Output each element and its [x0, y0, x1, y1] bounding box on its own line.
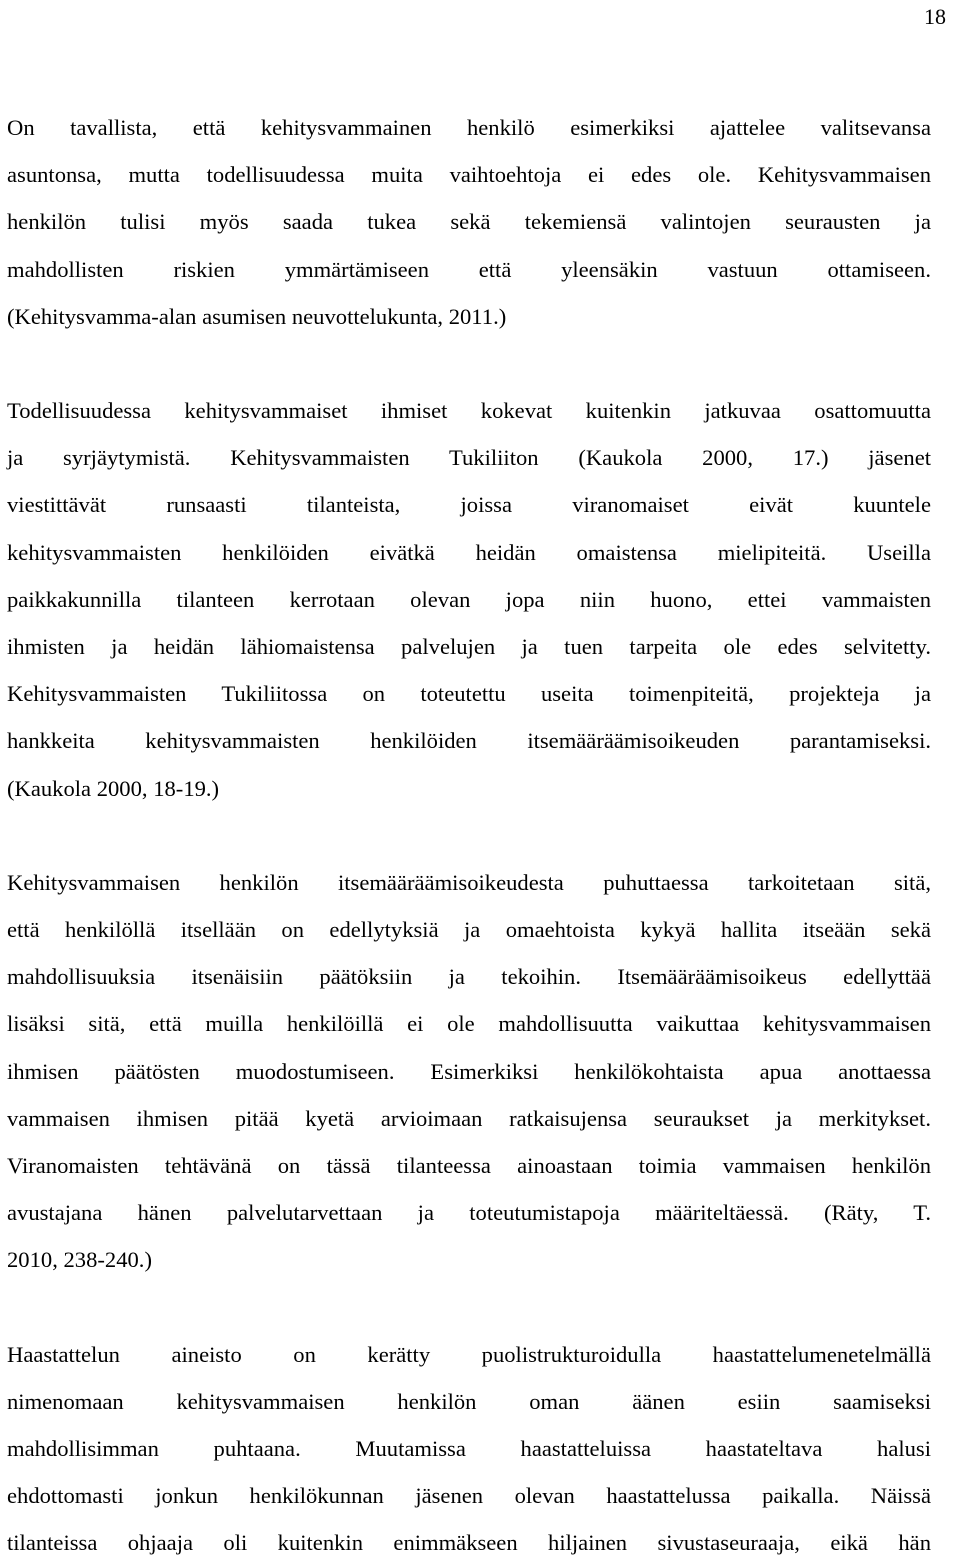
paragraph-gap [7, 812, 931, 859]
text-line: vammaisen ihmisen pitää kyetä arvioimaan ratkaisujensa seuraukset ja merkitykset. [7, 1105, 931, 1131]
text-line: Todellisuudessa kehitysvammaiset ihmiset kokevat kuitenkin jatkuvaa osattomuutta [7, 398, 931, 424]
text-line: ja syrjäytymistä. Kehitysvammaisten Tukiliiton (Kaukola 2000, 17.) jäsenet [7, 445, 931, 471]
text-line: paikkakunnilla tilanteen kerrotaan olevan jopa niin huono, ettei vammaisten [7, 586, 931, 612]
text-line: henkilön tulisi myös saada tukea sekä tekemiensä valintojen seurausten ja [7, 209, 931, 235]
text-line: Kehitysvammaisen henkilön itsemääräämisoikeudesta puhuttaessa tarkoitetaan sitä, [7, 869, 931, 895]
text-line: hankkeita kehitysvammaisten henkilöiden itsemääräämisoikeuden parantamiseksi. [7, 728, 931, 754]
text-line: On tavallista, että kehitysvammainen henkilö esimerkiksi ajattelee valitsevansa [7, 115, 931, 140]
paragraph-gap [7, 1284, 931, 1331]
text-line: mahdollisimman puhtaana. Muutamissa haastatteluissa haastateltava halusi [7, 1436, 931, 1462]
text-line: mahdollisten riskien ymmärtämiseen että yleensäkin vastuun ottamiseen. [7, 256, 931, 282]
text-line: nimenomaan kehitysvammaisen henkilön oman äänen esiin saamiseksi [7, 1388, 931, 1414]
text-line: kehitysvammaisten henkilöiden eivätkä heidän omaistensa mielipiteitä. Useilla [7, 539, 931, 565]
document-body [7, 104, 931, 1567]
text-line: ehdottomasti jonkun henkilökunnan jäsenen olevan haastattelussa paikalla. Näissä [7, 1483, 931, 1509]
text-line: viestittävät runsaasti tilanteista, joissa viranomaiset eivät kuuntele [7, 492, 931, 518]
text-line: avustajana hänen palvelutarvettaan ja toteutumistapoja määriteltäessä. (Räty, T. [7, 1200, 931, 1226]
text-line: lisäksi sitä, että muilla henkilöillä ei ole mahdollisuutta vaikuttaa kehitysvammaisen [7, 1011, 931, 1037]
text-line: Viranomaisten tehtävänä on tässä tilanteessa ainoastaan toimia vammaisen henkilön [7, 1153, 931, 1179]
page-number: 18 [924, 4, 946, 29]
text-line: 2010, 238-240.) [7, 1247, 152, 1273]
text-line: että henkilöllä itsellään on edellytyksiä ja omaehtoista kykyä hallita itseään sekä [7, 917, 931, 943]
paragraph-gap [7, 340, 931, 387]
text-line: mahdollisuuksia itsenäisiin päätöksiin ja tekoihin. Itsemääräämisoikeus edellyttää [7, 964, 931, 990]
text-line: (Kaukola 2000, 18-19.) [7, 775, 220, 801]
text-line: asuntonsa, mutta todellisuudessa muita vaihtoehtoja ei edes ole. Kehitysvammaisen [7, 162, 931, 188]
text-line: (Kehitysvamma-alan asumisen neuvottelukunta, 2011.) [7, 303, 507, 329]
paragraph-3 [7, 859, 931, 1284]
text-line: Haastattelun aineisto on kerätty puolistrukturoidulla haastattelumenetelmällä [7, 1341, 931, 1367]
text-line: ihmisten ja heidän lähiomaistensa palvelujen ja tuen tarpeita ole edes selvitetty. [7, 634, 931, 660]
paragraph-4 [7, 1331, 931, 1567]
text-line: Kehitysvammaisten Tukiliitossa on toteutettu useita toimenpiteitä, projekteja ja [7, 681, 931, 707]
text-line: tilanteissa ohjaaja oli kuitenkin enimmäkseen hiljainen sivustaseuraaja, eikä hän [7, 1530, 931, 1556]
text-line: ihmisen päätösten muodostumiseen. Esimerkiksi henkilökohtaista apua anottaessa [7, 1058, 931, 1084]
paragraph-1 [7, 104, 931, 340]
paragraph-2 [7, 387, 931, 812]
